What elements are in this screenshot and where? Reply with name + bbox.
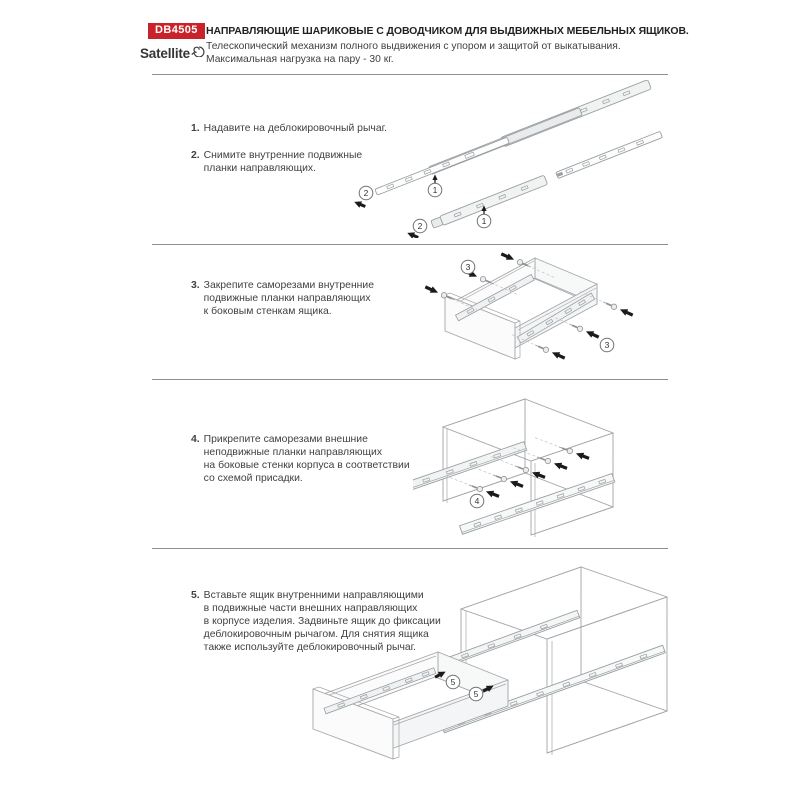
rail-bottom-separated — [430, 130, 663, 229]
step-text-line: со схемой присадки. — [203, 473, 303, 484]
step-text-line: Закрепите саморезами внутренние — [203, 280, 375, 291]
step-text-line: также используйте деблокировочный рычаг. — [203, 642, 417, 653]
callout-remove-inner — [353, 186, 373, 209]
figure-remove-inner-rails — [348, 80, 664, 238]
callout-press-lever — [428, 174, 442, 196]
step-text-line: Надавите на деблокировочный рычаг. — [203, 123, 388, 134]
step-3 — [191, 279, 374, 318]
page-title: НАПРАВЛЯЮЩИЕ ШАРИКОВЫЕ С ДОВОДЧИКОМ ДЛЯ ВЫДВИЖНЫХ МЕБЕЛЬНЫХ ЯЩИКОВ. — [206, 25, 689, 37]
subtitle-line-1: Телескопический механизм полного выдвижения с упором и защитой от выкатывания. — [206, 41, 621, 52]
step-number: 2. — [191, 150, 200, 161]
step-number: 1. — [191, 123, 200, 134]
step-text-line: деблокировочным рычагом. Для снятия ящика — [203, 629, 429, 640]
svg-text:3: 3 — [465, 262, 471, 272]
step-2 — [191, 149, 362, 175]
svg-text:4: 4 — [474, 496, 480, 506]
svg-text:3: 3 — [604, 340, 610, 350]
svg-text:2: 2 — [417, 221, 423, 231]
step-text-line: к боковым стенкам ящика. — [203, 306, 332, 317]
callout-remove-inner — [406, 219, 427, 238]
brand-logo — [140, 46, 206, 61]
step-number: 5. — [191, 590, 200, 601]
step-text-line: планки направляющих. — [203, 163, 317, 174]
step-text-line: на боковые стенки корпуса в соответствии — [203, 460, 410, 471]
svg-text:1: 1 — [432, 185, 438, 195]
step-number: 4. — [191, 434, 200, 445]
section-divider — [152, 548, 668, 549]
step-text-line: Снимите внутренние подвижные — [203, 150, 363, 161]
satellite-swirl-icon — [191, 43, 206, 57]
step-text-line: неподвижные планки направляющих — [203, 447, 383, 458]
brand-name: Satellite — [140, 46, 190, 61]
product-code-badge: DB4505 — [148, 23, 205, 39]
step-text-line: в корпусе изделия. Задвиньте ящик до фиксации — [203, 616, 441, 627]
figure-fix-rails-to-drawer — [423, 247, 665, 374]
step-text-line: в подвижные части внешних направляющих — [203, 603, 418, 614]
section-divider — [152, 244, 668, 245]
subtitle-line-2: Максимальная нагрузка на пару - 30 кг. — [206, 54, 394, 65]
svg-text:1: 1 — [481, 216, 487, 226]
step-text-line: Прикрепите саморезами внешние — [203, 434, 368, 445]
section-divider — [152, 74, 668, 75]
callout-fix-cabinet — [470, 494, 484, 508]
step-number: 3. — [191, 280, 200, 291]
svg-text:5: 5 — [450, 677, 456, 687]
figure-insert-drawer — [293, 561, 685, 789]
step-text-line: подвижные планки направляющих — [203, 293, 371, 304]
svg-text:2: 2 — [363, 188, 369, 198]
rail-top-assembled — [374, 80, 651, 197]
figure-fix-rails-to-cabinet — [413, 397, 665, 547]
step-4 — [191, 433, 410, 485]
svg-text:5: 5 — [473, 689, 479, 699]
section-divider — [152, 379, 668, 380]
step-text-line: Вставьте ящик внутренними направляющими — [203, 590, 424, 601]
